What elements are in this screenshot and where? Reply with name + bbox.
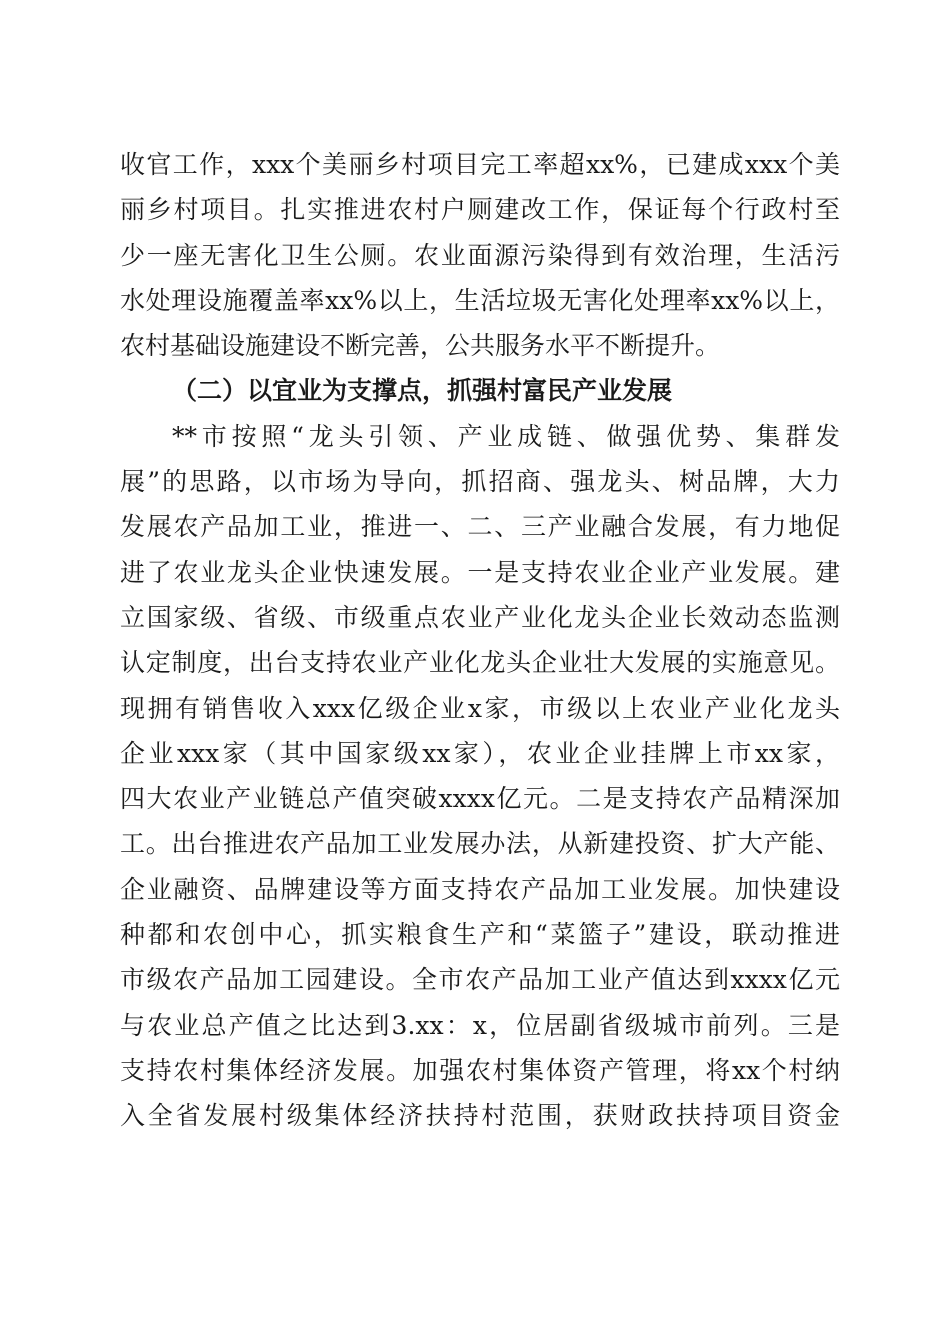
text-line: 企业xxx家（其中国家级xx家），农业企业挂牌上市xx家， (120, 738, 840, 768)
text-line: 四大农业产业链总产值突破xxxx亿元。二是支持农产品精深加 (120, 784, 840, 814)
text-line: 市级农产品加工园建设。全市农产品加工业产值达到xxxx亿元 (120, 965, 840, 995)
text-line: 入全省发展村级集体经济扶持村范围，获财政扶持项目资金 (120, 1101, 840, 1131)
body-text (120, 142, 840, 1139)
text-line: 收官工作，xxx个美丽乡村项目完工率超xx%，已建成xxx个美 (120, 150, 840, 179)
text-line: 种都和农创中心，抓实粮食生产和“菜篮子”建设，联动推进 (120, 920, 840, 950)
text-line: 现拥有销售收入xxx亿级企业x家，市级以上农业产业化龙头 (120, 693, 840, 723)
text-line: 发展农产品加工业，推进一、二、三产业融合发展，有力地促 (120, 512, 840, 542)
text-line: 进了农业龙头企业快速发展。一是支持农业企业产业发展。建 (120, 557, 840, 587)
text-line: 立国家级、省级、市级重点农业产业化龙头企业长效动态监测 (120, 602, 840, 632)
text-line: 丽乡村项目。扎实推进农村户厕建改工作，保证每个行政村至 (120, 195, 840, 225)
text-line: 支持农村集体经济发展。加强农村集体资产管理，将xx个村纳 (120, 1055, 840, 1085)
text-line: 展”的思路，以市场为导向，抓招商、强龙头、树品牌，大力 (120, 467, 840, 497)
text-line: 少一座无害化卫生公厕。农业面源污染得到有效治理，生活污 (120, 240, 840, 270)
text-line: 认定制度，出台支持农业产业化龙头企业壮大发展的实施意见。 (120, 648, 840, 678)
text-line: 水处理设施覆盖率xx%以上，生活垃圾无害化处理率xx%以上， (120, 285, 840, 315)
text-line: 与农业总产值之比达到3.xx：x，位居副省级城市前列。三是 (120, 1010, 840, 1040)
text-line: 企业融资、品牌建设等方面支持农产品加工业发展。加快建设 (120, 874, 840, 904)
text-line: 农村基础设施建设不断完善，公共服务水平不断提升。 (120, 331, 721, 361)
text-line: 工。出台推进农产品加工业发展办法，从新建投资、扩大产能、 (120, 829, 840, 859)
section-heading: （二）以宜业为支撑点，抓强村富民产业发展 (172, 376, 673, 406)
text-line: **市按照“龙头引领、产业成链、做强优势、集群发 (172, 421, 840, 451)
